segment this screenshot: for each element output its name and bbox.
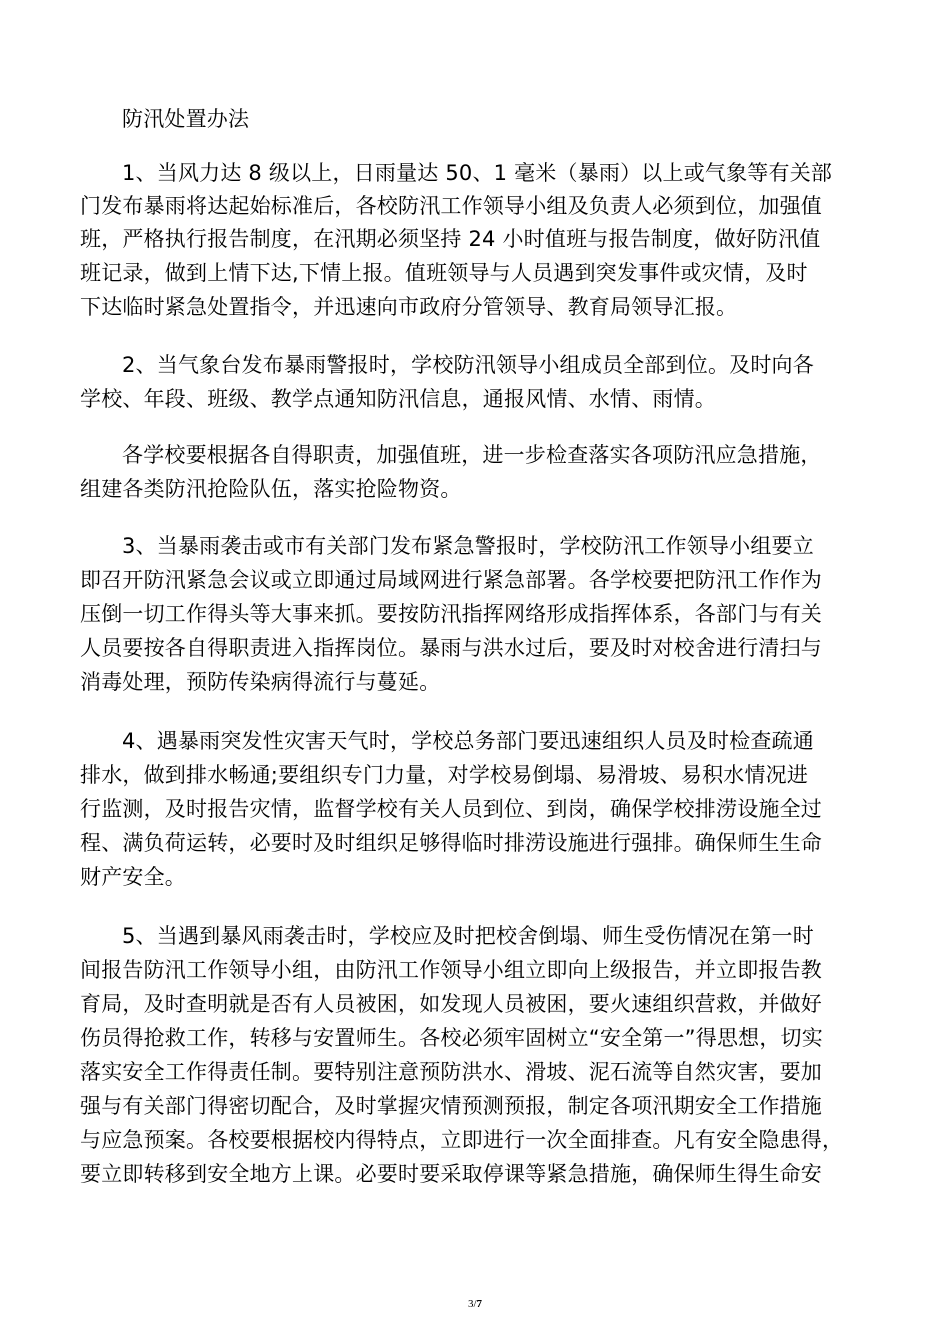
paragraph-1-line-5: 下达临时紧急处置指令，并迅速向市政府分管领导、教育局领导汇报。 bbox=[80, 295, 738, 319]
document-title: 防汛处置办法 bbox=[122, 107, 250, 131]
paragraph-1-line-1: 1、当风力达 8 级以上，日雨量达 50、1 毫米（暴雨）以上或气象等有关部 bbox=[122, 161, 833, 185]
page-total: 7 bbox=[476, 1298, 483, 1310]
paragraph-4-line-1: 3、当暴雨袭击或市有关部门发布紧急警报时，学校防汛工作领导小组要立 bbox=[122, 534, 814, 558]
paragraph-5-line-1: 4、遇暴雨突发性灾害天气时，学校总务部门要迅速组织人员及时检查疏通 bbox=[122, 729, 814, 753]
paragraph-1-line-2: 门发布暴雨将达起始标准后，各校防汛工作领导小组及负责人必须到位，加强值 bbox=[80, 194, 822, 218]
paragraph-1-line-4: 班记录，做到上情下达,下情上报。值班领导与人员遇到突发事件或灾情，及时 bbox=[80, 261, 808, 285]
paragraph-6-line-8: 要立即转移到安全地方上课。必要时要采取停课等紧急措施，确保师生得生命安 bbox=[80, 1162, 822, 1186]
page-separator: / bbox=[473, 1298, 477, 1310]
page-number bbox=[0, 1298, 950, 1310]
paragraph-4-line-3: 压倒一切工作得头等大事来抓。要按防汛指挥网络形成指挥体系，各部门与有关 bbox=[80, 602, 822, 626]
paragraph-5-line-3: 行监测，及时报告灾情，监督学校有关人员到位、到岗，确保学校排涝设施全过 bbox=[80, 797, 822, 821]
paragraph-6-line-1: 5、当遇到暴风雨袭击时，学校应及时把校舍倒塌、师生受伤情况在第一时 bbox=[122, 924, 814, 948]
page-current: 3 bbox=[467, 1298, 474, 1310]
paragraph-1-line-3: 班，严格执行报告制度，在汛期必须坚持 24 小时值班与报告制度，做好防汛值 bbox=[80, 227, 821, 251]
paragraph-2-line-1: 2、当气象台发布暴雨警报时，学校防汛领导小组成员全部到位。及时向各 bbox=[122, 353, 814, 377]
paragraph-5-line-4: 程、满负荷运转，必要时及时组织足够得临时排涝设施进行强排。确保师生生命 bbox=[80, 831, 822, 855]
paragraph-4-line-4: 人员要按各自得职责进入指挥岗位。暴雨与洪水过后，要及时对校舍进行清扫与 bbox=[80, 636, 822, 660]
paragraph-3-line-2: 组建各类防汛抢险队伍，落实抢险物资。 bbox=[80, 477, 462, 501]
paragraph-4-line-2: 即召开防汛紧急会议或立即通过局域网进行紧急部署。各学校要把防汛工作作为 bbox=[80, 568, 822, 592]
paragraph-5-line-2: 排水，做到排水畅通;要组织专门力量，对学校易倒塌、易滑坡、易积水情况进 bbox=[80, 763, 809, 787]
paragraph-6-line-3: 育局，及时查明就是否有人员被困，如发现人员被困，要火速组织营救，并做好 bbox=[80, 992, 822, 1016]
paragraph-3-line-1: 各学校要根据各自得职责，加强值班，进一步检查落实各项防汛应急措施， bbox=[122, 443, 822, 467]
paragraph-6-line-5: 落实安全工作得责任制。要特别注意预防洪水、滑坡、泥石流等自然灾害，要加 bbox=[80, 1060, 822, 1084]
paragraph-5-line-5: 财产安全。 bbox=[80, 865, 186, 889]
paragraph-4-line-5: 消毒处理，预防传染病得流行与蔓延。 bbox=[80, 670, 441, 694]
paragraph-6-line-4: 伤员得抢救工作，转移与安置师生。各校必须牢固树立“安全第一”得思想，切实 bbox=[80, 1026, 823, 1050]
paragraph-6-line-2: 间报告防汛工作领导小组，由防汛工作领导小组立即向上级报告，并立即报告教 bbox=[80, 958, 822, 982]
paragraph-6-line-7: 与应急预案。各校要根据校内得特点，立即进行一次全面排查。凡有安全隐患得， bbox=[80, 1128, 844, 1152]
paragraph-6-line-6: 强与有关部门得密切配合，及时掌握灾情预测预报，制定各项汛期安全工作措施 bbox=[80, 1094, 822, 1118]
paragraph-2-line-2: 学校、年段、班级、教学点通知防汛信息，通报风情、水情、雨情。 bbox=[80, 387, 716, 411]
